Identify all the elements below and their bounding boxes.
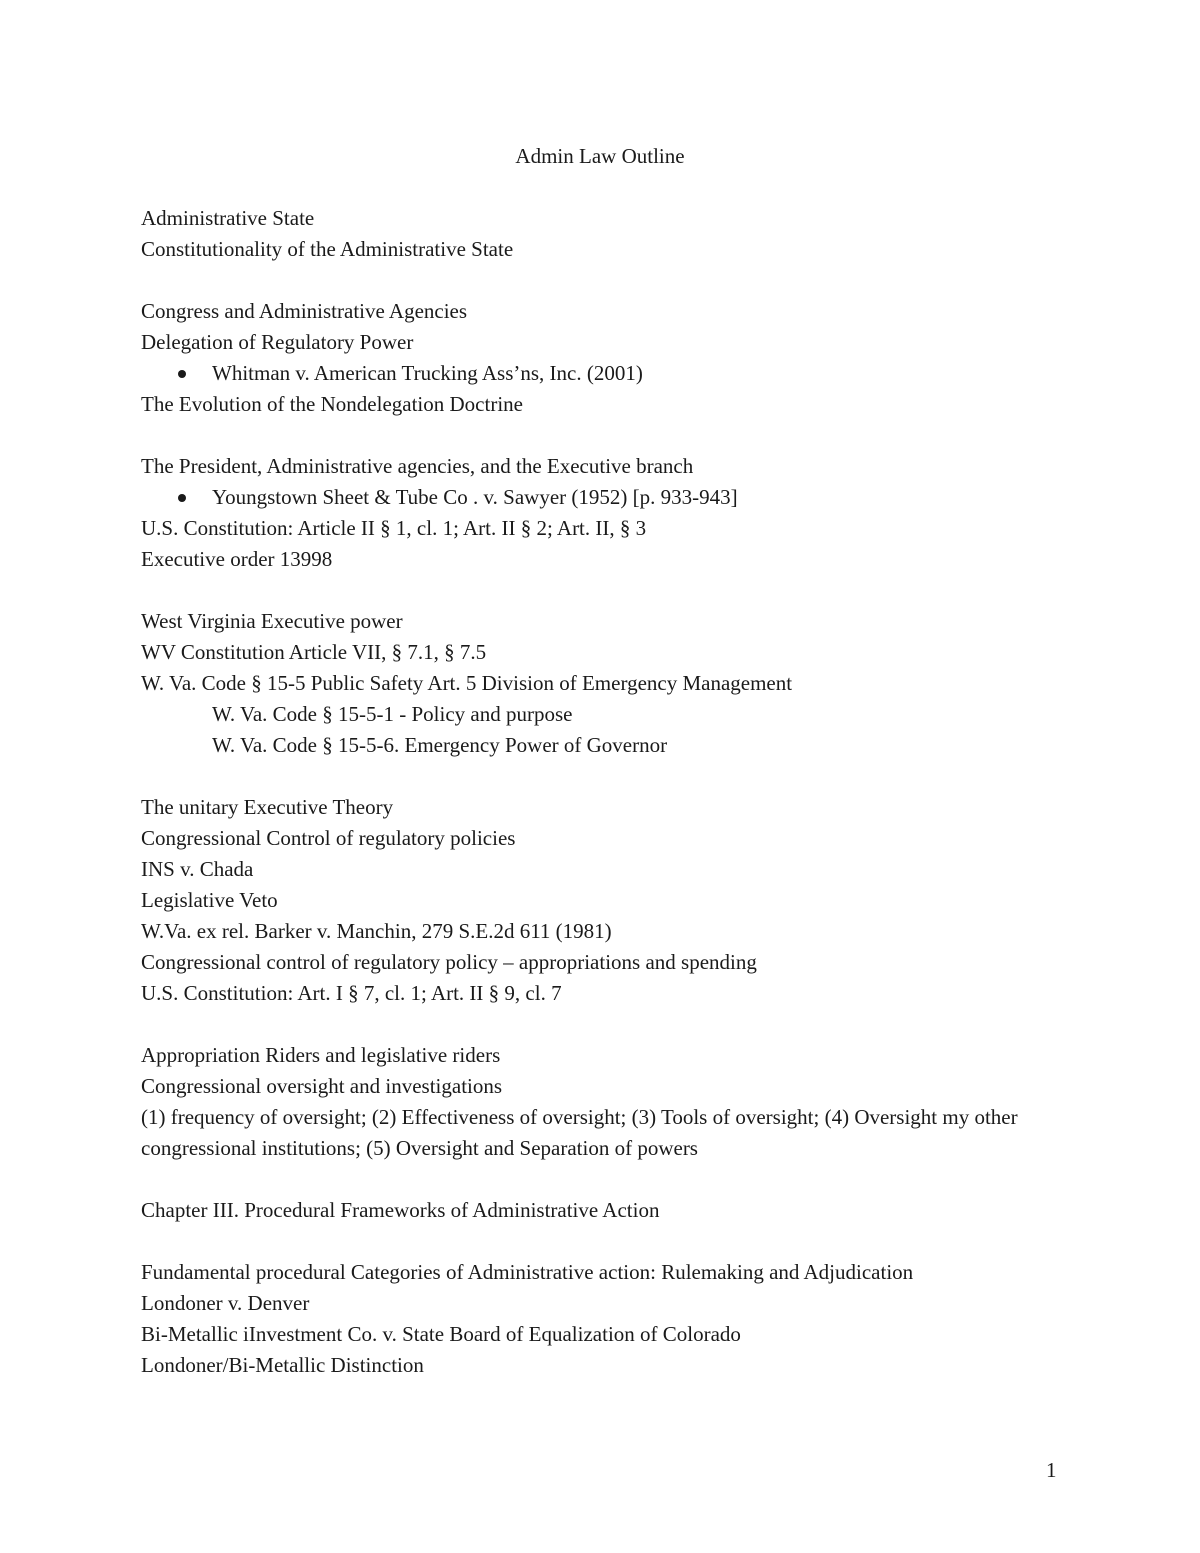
blank-line bbox=[141, 575, 1061, 606]
outline-line: Congressional oversight and investigations bbox=[141, 1074, 503, 1098]
outline-line: U.S. Constitution: Article II § 1, cl. 1; Art. II § 2; Art. II, § 3 bbox=[141, 516, 647, 540]
outline-line: Legislative Veto bbox=[141, 888, 278, 912]
bullet-item bbox=[141, 482, 1061, 513]
bullet-text: Youngstown Sheet & Tube Co . v. Sawyer (1952) [p. 933-943] bbox=[212, 485, 738, 509]
outline-line: INS v. Chada bbox=[141, 857, 254, 881]
outline-line: Executive order 13998 bbox=[141, 547, 333, 571]
outline-paragraph: (1) frequency of oversight; (2) Effectiveness of oversight; (3) Tools of oversight; (4) Oversight my other congressional institutions; (5) Oversight and Separation of powers bbox=[141, 1105, 1018, 1160]
outline-line: Appropriation Riders and legislative riders bbox=[141, 1043, 501, 1067]
outline-line: The unitary Executive Theory bbox=[141, 795, 394, 819]
blank-line bbox=[141, 1226, 1061, 1257]
document-body bbox=[141, 203, 1061, 1381]
outline-line: Londoner v. Denver bbox=[141, 1291, 310, 1315]
outline-line: WV Constitution Article VII, § 7.1, § 7.5 bbox=[141, 640, 487, 664]
bullet-text: Whitman v. American Trucking Ass’ns, Inc. (2001) bbox=[212, 361, 643, 385]
outline-line: The President, Administrative agencies, and the Executive branch bbox=[141, 454, 694, 478]
outline-line: Londoner/Bi-Metallic Distinction bbox=[141, 1353, 424, 1377]
outline-line: Chapter III. Procedural Frameworks of Administrative Action bbox=[141, 1198, 660, 1222]
outline-line: W. Va. Code § 15-5 Public Safety Art. 5 Division of Emergency Management bbox=[141, 671, 793, 695]
page-number: 1 bbox=[1046, 1458, 1057, 1482]
outline-line: The Evolution of the Nondelegation Doctrine bbox=[141, 392, 523, 416]
blank-line bbox=[141, 265, 1061, 296]
bullet-icon bbox=[178, 370, 186, 378]
bullet-icon bbox=[178, 494, 186, 502]
indented-line: W. Va. Code § 15-5-6. Emergency Power of Governor bbox=[212, 733, 668, 757]
outline-line: Congressional Control of regulatory policies bbox=[141, 826, 516, 850]
outline-line: Constitutionality of the Administrative State bbox=[141, 237, 514, 261]
outline-line: Administrative State bbox=[141, 206, 315, 230]
blank-line bbox=[141, 1009, 1061, 1040]
blank-line bbox=[141, 1164, 1061, 1195]
outline-line: Congressional control of regulatory policy – appropriations and spending bbox=[141, 950, 757, 974]
outline-line: Bi-Metallic iInvestment Co. v. State Board of Equalization of Colorado bbox=[141, 1322, 741, 1346]
outline-line: Fundamental procedural Categories of Administrative action: Rulemaking and Adjudication bbox=[141, 1260, 914, 1284]
outline-line: Congress and Administrative Agencies bbox=[141, 299, 468, 323]
blank-line bbox=[141, 761, 1061, 792]
document-title: Admin Law Outline bbox=[515, 144, 685, 168]
outline-line: Delegation of Regulatory Power bbox=[141, 330, 414, 354]
bullet-item bbox=[141, 358, 1061, 389]
outline-line: W.Va. ex rel. Barker v. Manchin, 279 S.E.2d 611 (1981) bbox=[141, 919, 612, 943]
blank-line bbox=[141, 420, 1061, 451]
outline-line: U.S. Constitution: Art. I § 7, cl. 1; Art. II § 9, cl. 7 bbox=[141, 981, 562, 1005]
outline-line: West Virginia Executive power bbox=[141, 609, 403, 633]
indented-line: W. Va. Code § 15-5-1 - Policy and purpose bbox=[212, 702, 573, 726]
